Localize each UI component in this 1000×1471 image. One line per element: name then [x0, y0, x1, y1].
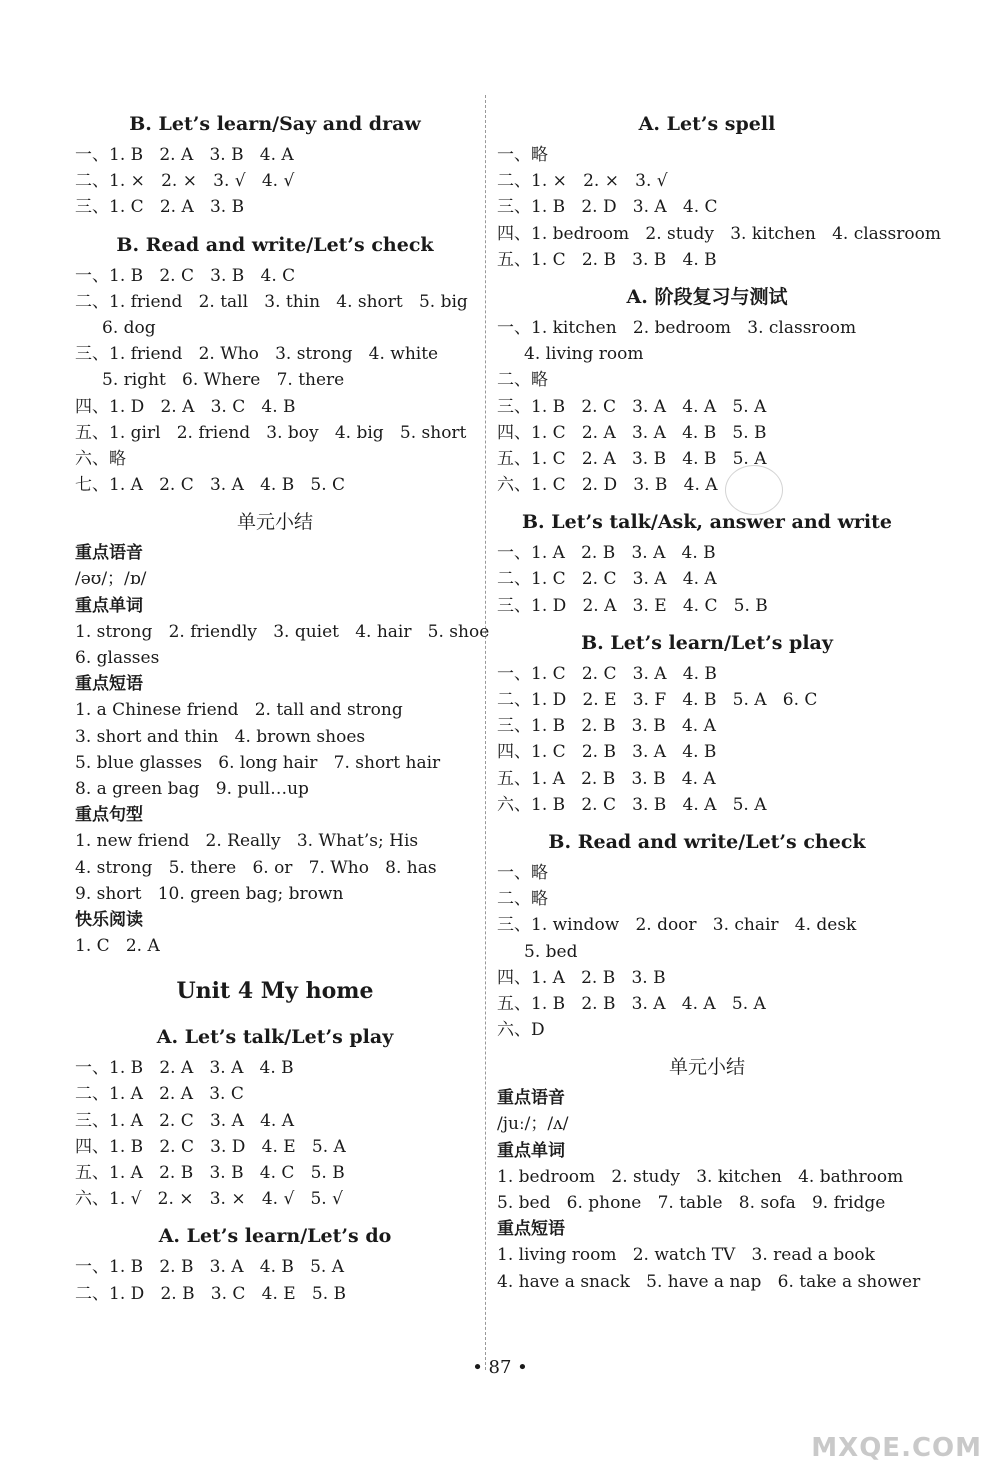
answer-section — [497, 279, 917, 498]
subsection-label: 重点单词 — [497, 1140, 565, 1161]
answer-line: 一、略 — [497, 862, 548, 883]
answer-line: 五、1. A 2. B 3. B 4. A — [497, 768, 716, 789]
answer-line: /əʊ/；/ɒ/ — [75, 569, 147, 590]
section-title: B. Read and write/Let’s check — [116, 233, 434, 256]
subsection-label: 重点短语 — [497, 1219, 565, 1240]
answer-line: 1. bedroom 2. study 3. kitchen 4. bathroom — [497, 1166, 904, 1187]
answer-line: 五、1. A 2. B 3. B 4. C 5. B — [75, 1163, 345, 1183]
site-watermark: MXQE.COM — [811, 1433, 982, 1463]
answer-line: 1. living room 2. watch TV 3. read a book — [497, 1245, 875, 1266]
answer-line: 5. blue glasses 6. long hair 7. short hair — [75, 752, 441, 773]
right-column — [497, 100, 941, 1295]
answer-line: 二、1. D 2. B 3. C 4. E 5. B — [75, 1283, 346, 1304]
answer-line: 五、1. girl 2. friend 3. boy 4. big 5. short — [75, 422, 467, 443]
answer-line: 四、1. B 2. C 3. D 4. E 5. A — [75, 1136, 346, 1157]
answer-line: 三、1. window 2. door 3. chair 4. desk — [497, 915, 857, 936]
answer-section — [75, 1218, 475, 1306]
answer-section — [75, 504, 490, 959]
answer-line: 三、1. B 2. B 3. B 4. A — [497, 716, 716, 737]
answer-section — [75, 106, 475, 221]
section-title: B. Let’s learn/Let’s play — [581, 631, 833, 654]
answer-line: 一、1. B 2. C 3. B 4. C — [75, 265, 296, 286]
answer-line: 三、1. A 2. C 3. A 4. A — [75, 1110, 294, 1131]
column-divider — [485, 95, 486, 1370]
answer-line: 4. living room — [524, 344, 644, 365]
section-title: A. 阶段复习与测试 — [626, 285, 788, 308]
answer-line: 一、1. B 2. B 3. A 4. B 5. A — [75, 1257, 344, 1278]
answer-line: 4. have a snack 5. have a nap 6. take a shower — [497, 1271, 921, 1292]
answer-line: 一、1. C 2. C 3. A 4. B — [497, 663, 717, 684]
answer-line: 5. right 6. Where 7. there — [102, 370, 345, 391]
section-title: B. Let’s talk/Ask, answer and write — [521, 511, 893, 534]
answer-line: 5. bed 6. phone 7. table 8. sofa 9. fridge — [497, 1193, 886, 1213]
section-title: B. Let’s learn/Say and draw — [129, 113, 421, 135]
answer-line: 9. short 10. green bag; brown — [75, 883, 344, 904]
answer-line: 一、1. A 2. B 3. A 4. B — [497, 543, 716, 564]
answer-line: 五、1. B 2. B 3. A 4. A 5. A — [497, 993, 766, 1014]
answer-line: 四、1. A 2. B 3. B — [497, 967, 666, 988]
answer-line: 四、1. C 2. B 3. A 4. B — [497, 742, 717, 763]
answer-section — [75, 227, 475, 499]
answer-line: 三、1. friend 2. Who 3. strong 4. white — [75, 344, 439, 365]
subsection-label: 重点语音 — [497, 1088, 565, 1109]
answer-section — [497, 625, 917, 818]
answer-line: 二、1. C 2. C 3. A 4. A — [497, 569, 717, 590]
answer-line: 一、1. kitchen 2. bedroom 3. classroom — [497, 317, 857, 338]
subsection-label: 重点语音 — [75, 543, 143, 564]
answer-line: 六、1. B 2. C 3. B 4. A 5. A — [497, 794, 767, 815]
subsection-label: 快乐阅读 — [75, 909, 143, 930]
answer-line: 二、1. A 2. A 3. C — [75, 1084, 244, 1105]
section-title: 单元小结 — [668, 1056, 745, 1079]
answer-line: /juː/；/ʌ/ — [497, 1114, 569, 1135]
subsection-label: 重点单词 — [75, 595, 143, 616]
answer-line: 四、1. D 2. A 3. C 4. B — [75, 396, 296, 417]
answer-line: 三、1. D 2. A 3. E 4. C 5. B — [497, 595, 768, 616]
answer-line: 二、1. D 2. E 3. F 4. B 5. A 6. C — [497, 690, 818, 710]
answer-section — [497, 504, 917, 619]
answer-line: 5. bed — [524, 941, 578, 962]
unit-title: Unit 4 My home — [176, 978, 374, 1005]
subsection-label: 重点短语 — [75, 674, 143, 695]
answer-line: 四、1. C 2. A 3. A 4. B 5. B — [497, 422, 767, 443]
answer-line: 二、略 — [497, 370, 548, 391]
answer-line: 1. C 2. A — [75, 936, 160, 957]
answer-line: 三、1. B 2. C 3. A 4. A 5. A — [497, 396, 767, 417]
answer-line: 二、略 — [497, 889, 548, 910]
answer-section — [497, 1049, 921, 1295]
section-title: A. Let’s learn/Let’s do — [158, 1225, 392, 1248]
answer-line: 七、1. A 2. C 3. A 4. B 5. C — [75, 475, 346, 496]
answer-line: 1. strong 2. friendly 3. quiet 4. hair 5. shoe — [75, 621, 490, 642]
answer-line: 二、1. × 2. × 3. √ 4. √ — [75, 171, 295, 192]
answer-line: 二、1. friend 2. tall 3. thin 4. short 5. big — [75, 291, 468, 312]
section-title: A. Let’s talk/Let’s play — [156, 1026, 394, 1049]
answer-line: 五、1. C 2. A 3. B 4. B 5. A — [497, 448, 767, 469]
answer-line: 五、1. C 2. B 3. B 4. B — [497, 249, 717, 270]
answer-line: 8. a green bag 9. pull…up — [75, 778, 309, 799]
answer-section — [75, 969, 475, 1013]
answer-line: 4. strong 5. there 6. or 7. Who 8. has — [75, 857, 437, 878]
page-number: • 87 • — [472, 1357, 528, 1378]
stamp-mark — [725, 465, 783, 515]
answer-section — [75, 1019, 475, 1212]
answer-line: 1. a Chinese friend 2. tall and strong — [75, 700, 403, 721]
answer-section — [497, 824, 917, 1043]
left-column — [75, 100, 490, 1307]
section-title: 单元小结 — [236, 511, 313, 534]
answer-line: 四、1. bedroom 2. study 3. kitchen 4. classroom — [497, 223, 941, 244]
section-title: A. Let’s spell — [638, 113, 776, 135]
section-title: B. Read and write/Let’s check — [548, 830, 866, 853]
subsection-label: 重点句型 — [75, 805, 143, 826]
answer-line: 二、1. × 2. × 3. √ — [497, 171, 668, 192]
answer-line: 1. new friend 2. Really 3. What’s; His — [75, 831, 419, 852]
answer-line: 3. short and thin 4. brown shoes — [75, 726, 366, 747]
answer-line: 一、略 — [497, 145, 548, 165]
answer-line: 一、1. B 2. A 3. A 4. B — [75, 1058, 294, 1079]
answer-line: 6. dog — [102, 317, 156, 338]
answer-line: 六、略 — [75, 448, 126, 469]
answer-line: 三、1. B 2. D 3. A 4. C — [497, 197, 718, 218]
answer-line: 三、1. C 2. A 3. B — [75, 197, 245, 218]
answer-line: 一、1. B 2. A 3. B 4. A — [75, 145, 294, 165]
answer-line: 六、1. C 2. D 3. B 4. A — [497, 475, 718, 496]
answer-line: 六、1. √ 2. × 3. × 4. √ 5. √ — [75, 1189, 343, 1210]
answer-line: 6. glasses — [75, 648, 160, 668]
answer-line: 六、D — [497, 1020, 545, 1041]
answer-section — [497, 106, 941, 273]
